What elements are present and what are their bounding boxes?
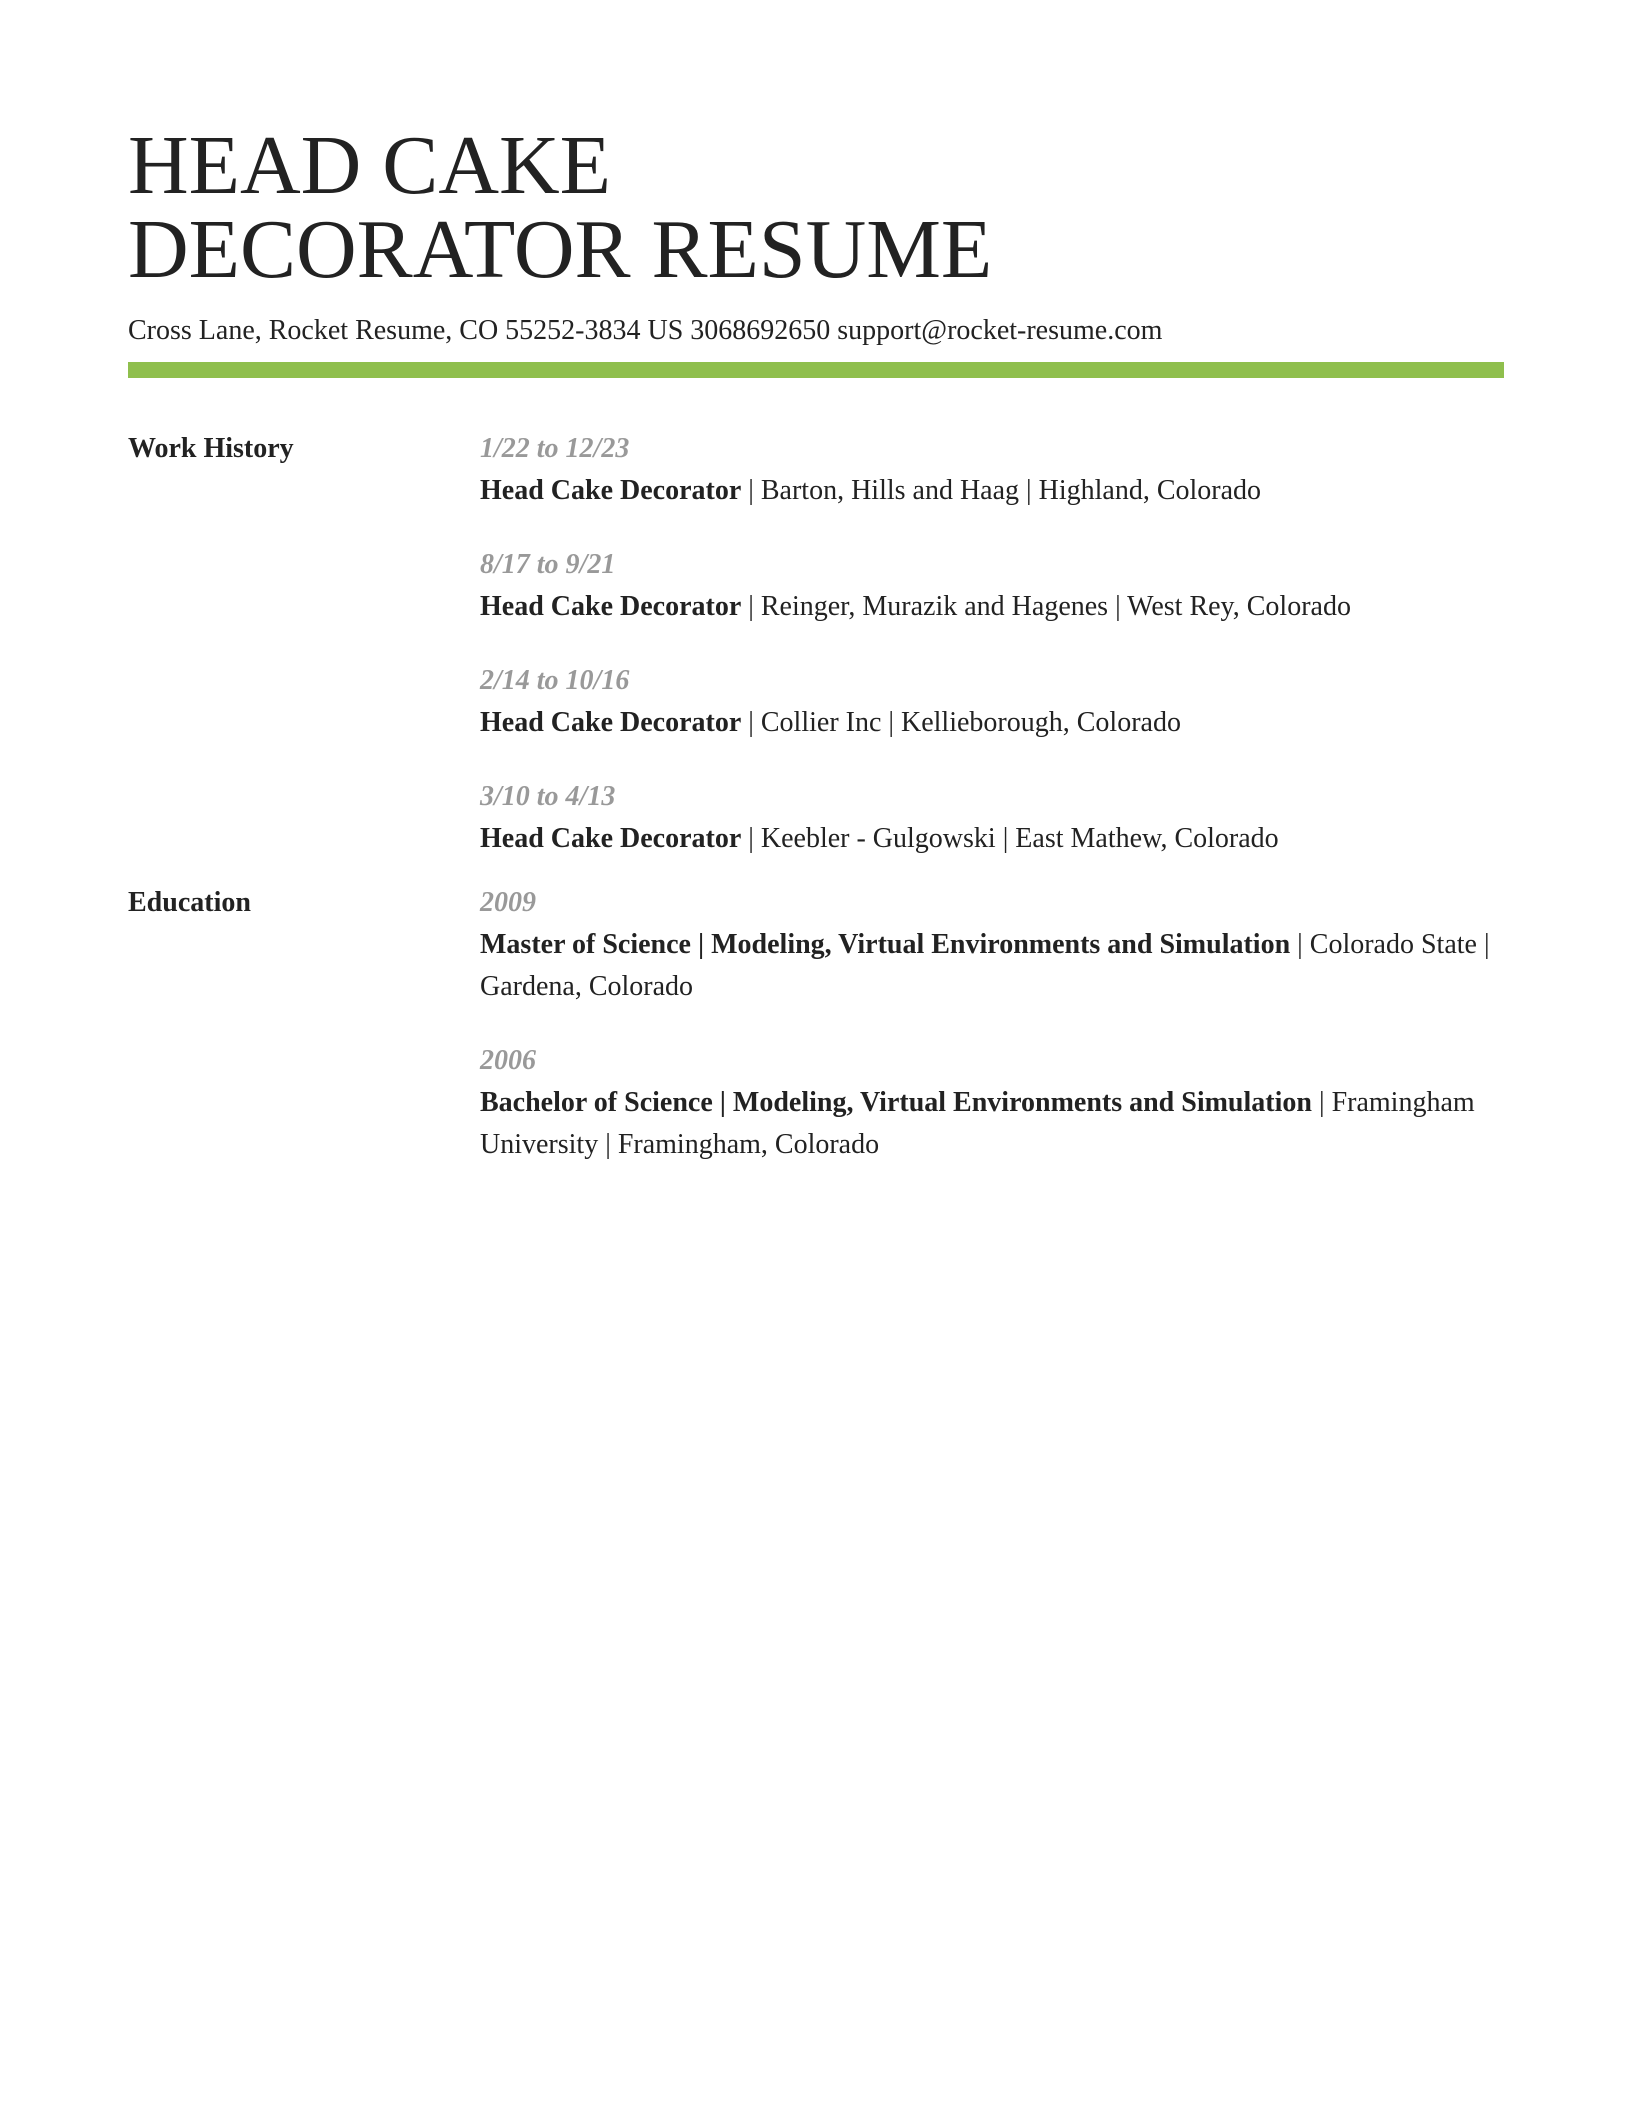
work-entry-date: 1/22 to 12/23 xyxy=(480,433,630,464)
work-entry-date: 8/17 to 9/21 xyxy=(480,549,616,580)
work-entry-details: | Collier Inc | Kellieborough, Colorado xyxy=(741,707,1181,738)
work-entry-title: Head Cake Decorator xyxy=(480,823,742,854)
work-entry-details: | Keebler - Gulgowski | East Mathew, Colorado xyxy=(741,823,1279,854)
title-line-2: DECORATOR RESUME xyxy=(128,203,993,296)
education-entry-date: 2006 xyxy=(480,1045,536,1076)
page-title xyxy=(128,119,1504,296)
accent-divider xyxy=(128,362,1504,378)
education-entry-degree: Bachelor of Science | Modeling, Virtual Environments and Simulation xyxy=(480,1087,1312,1118)
work-entry xyxy=(480,428,1504,512)
education-entry xyxy=(480,1040,1504,1166)
education-entry xyxy=(480,882,1504,1008)
title-line-1: HEAD CAKE xyxy=(128,119,611,212)
work-entry-date: 3/10 to 4/13 xyxy=(480,781,616,812)
work-entry xyxy=(480,776,1504,860)
work-entry-date: 2/14 to 10/16 xyxy=(480,665,630,696)
education-entry-line xyxy=(480,924,1504,1008)
education-entry-line xyxy=(480,1082,1504,1166)
work-entry-details: | Reinger, Murazik and Hagenes | West Rey, Colorado xyxy=(741,591,1351,622)
section-label-work-history: Work History xyxy=(128,433,294,464)
education-entry-details: | Colorado State | Gardena, Colorado xyxy=(480,929,1490,1002)
section-label-education: Education xyxy=(128,887,251,918)
education-entry-degree: Master of Science | Modeling, Virtual Environments and Simulation xyxy=(480,929,1291,960)
resume-page xyxy=(128,119,1504,1198)
work-entry-line xyxy=(480,470,1504,512)
education-list xyxy=(480,882,1504,1198)
work-entry xyxy=(480,660,1504,744)
work-entry-line xyxy=(480,818,1504,860)
work-history-section xyxy=(128,428,1504,892)
education-section xyxy=(128,882,1504,1198)
work-history-list xyxy=(480,428,1504,892)
education-entry-details: | Framingham University | Framingham, Colorado xyxy=(480,1087,1475,1160)
work-entry-line xyxy=(480,586,1504,628)
work-entry-details: | Barton, Hills and Haag | Highland, Colorado xyxy=(741,475,1262,506)
education-entry-date: 2009 xyxy=(480,887,536,918)
work-entry xyxy=(480,544,1504,628)
contact-info: Cross Lane, Rocket Resume, CO 55252-3834 US 3068692650 support@rocket-resume.com xyxy=(128,315,1163,346)
work-entry-title: Head Cake Decorator xyxy=(480,591,742,622)
work-entry-line xyxy=(480,702,1504,744)
work-entry-title: Head Cake Decorator xyxy=(480,707,742,738)
work-entry-title: Head Cake Decorator xyxy=(480,475,742,506)
